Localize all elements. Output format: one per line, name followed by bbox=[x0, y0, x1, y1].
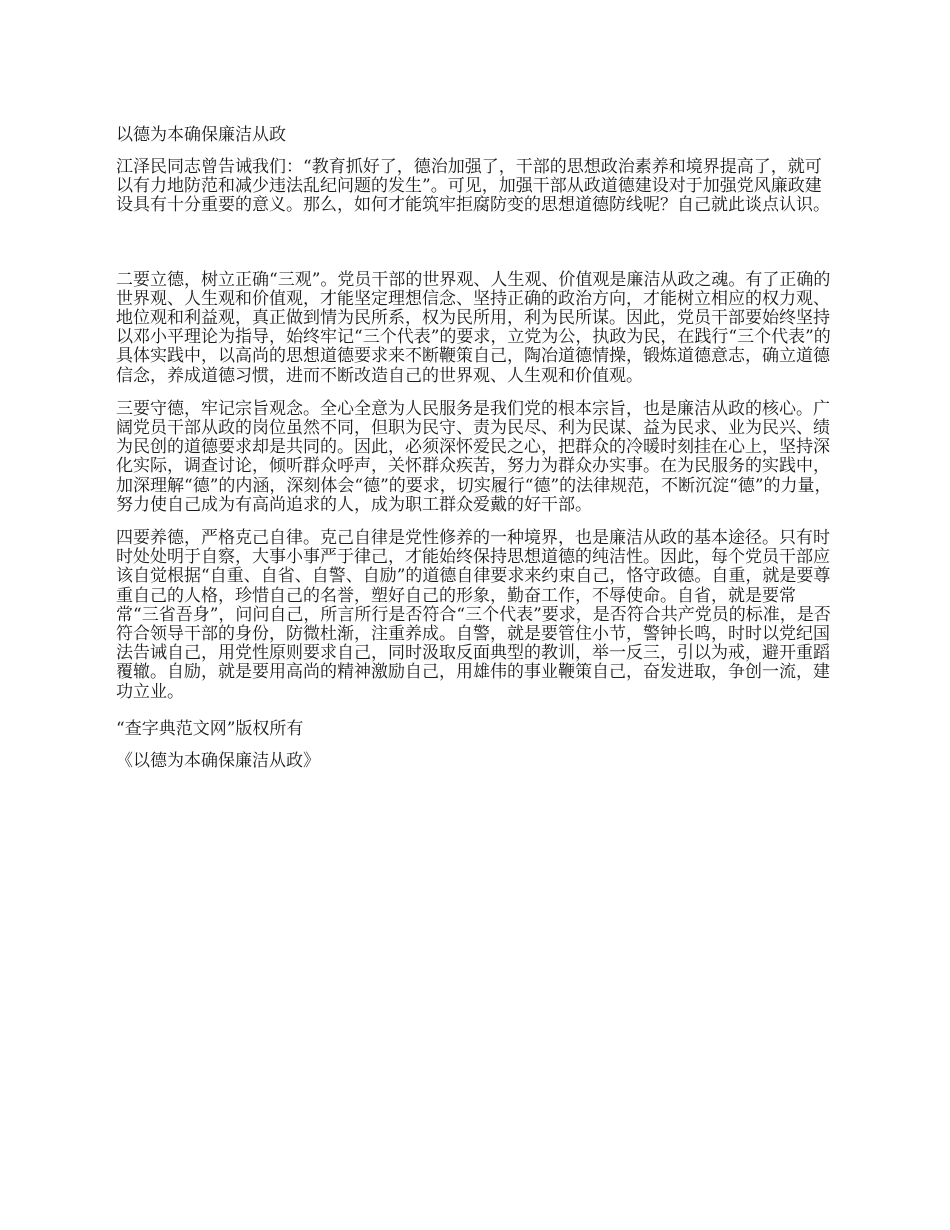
paragraph-li-de: 二要立德，树立正确“三观”。党员干部的世界观、人生观、价值观是廉洁从政之魂。有了正确的世界观、人生观和价值观，才能坚定理想信念、坚持正确的政治方向，才能树立相应的权力观、地位观和利益观，真正做到情为民所系，权为民所用，利为民所谋。因此，党员干部要始终坚持以邓小平理论为指导，始终牢记“三个代表”的要求，立党为公，执政为民，在践行“三个代表”的具体实践中，以高尚的思想道德要求来不断鞭策自己，陶冶道德情操，锻炼道德意志，确立道德信念，养成道德习惯，进而不断改造自己的世界观、人生观和价值观。 bbox=[116, 269, 831, 386]
paragraph-shou-de: 三要守德，牢记宗旨观念。全心全意为人民服务是我们党的根本宗旨，也是廉洁从政的核心。广阔党员干部从政的岗位虽然不同，但职为民守、责为民尽、利为民谋、益为民求、业为民兴、绩为民创的道德要求却是共同的。因此，必须深怀爱民之心，把群众的冷暖时刻挂在心上，坚持深化实际，调查讨论，倾听群众呼声，关怀群众疾苦，努力为群众办实事。在为民服务的实践中，加深理解“德”的内涵，深刻体会“德”的要求，切实履行“德”的法律规范，不断沉淀“德”的力量，努力使自己成为有高尚追求的人，成为职工群众爱戴的好干部。 bbox=[116, 398, 832, 515]
blank-gap bbox=[116, 230, 838, 271]
document-page bbox=[116, 124, 838, 782]
copyright-notice: “查字典范文网”版权所有 bbox=[116, 718, 304, 739]
document-title: 以德为本确保廉洁从政 bbox=[116, 125, 286, 145]
closing-title: 《以德为本确保廉洁从政》 bbox=[116, 750, 320, 771]
paragraph-intro: 江泽民同志曾告诫我们：“教育抓好了，德治加强了，干部的思想政治素养和境界提高了，就可以有力地防范和减少违法乱纪问题的发生”。可见，加强干部从政道德建设对于加强党风廉政建设具有十分重要的意义。那么，如何才能筑牢拒腐防变的思想道德防线呢？自己就此谈点认识。 bbox=[116, 157, 830, 216]
paragraph-yang-de: 四要养德，严格克己自律。克己自律是党性修养的一种境界，也是廉洁从政的基本途径。只有时时处处明于自察，大事小事严于律己，才能始终保持思想道德的纯洁性。因此，每个党员干部应该自觉根据“自重、自省、自警、自励”的道德自律要求来约束自己，恪守政德。自重，就是要尊重自己的人格，珍惜自己的名誉，塑好自己的形象，勤奋工作，不辱使命。自省，就是要常常“三省吾身”，问问自己，所言所行是否符合“三个代表”要求，是否符合共产党员的标准，是否符合领导干部的身份，防微杜渐，注重养成。自警，就是要管住小节，警钟长鸣，时时以党纪国法告诫自己，用党性原则要求自己，同时汲取反面典型的教训，举一反三，引以为戒，避开重蹈覆辙。自励，就是要用高尚的精神激励自己，用雄伟的事业鞭策自己，奋发进取，争创一流，建功立业。 bbox=[116, 528, 831, 702]
